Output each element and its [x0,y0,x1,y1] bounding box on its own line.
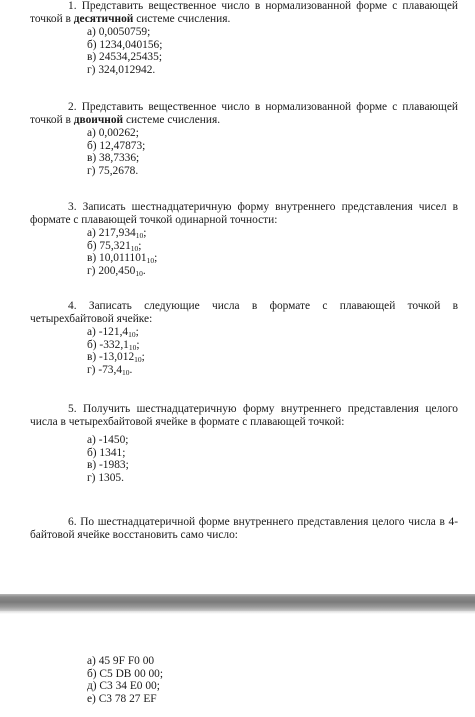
statement-text: Получить шестнадцатеричную форму внутреннего представления целого числа в четырехбайтовой ячейке в формате с плавающей точкой: [30,403,458,428]
task-5-statement [30,403,458,428]
task-number: 1. [68,0,77,12]
option: г) 75,2678. [87,164,139,177]
task-6-statement [30,516,458,541]
task-2-statement [30,101,458,126]
option: б) 1341; [87,446,126,459]
statement-text-end: системе счисления. [123,113,221,126]
option: а) 0,00262; [87,127,139,140]
option: д) C3 34 E0 00; [87,680,160,693]
option: г) 324,012942. [87,63,156,76]
option: г) 1305. [87,471,124,484]
task-5 [30,403,458,485]
task-2 [30,101,458,178]
task-6-options-block [30,655,458,705]
task-3-statement [30,201,458,226]
task-number: 2. [68,101,77,113]
option: в) 38,7336; [87,152,140,165]
task-number: 5. [68,403,77,415]
task-3 [30,201,458,278]
statement-text-end: системе счисления. [133,12,231,25]
task-1 [30,0,458,77]
option: г) $-73,4_{10}$. [87,363,133,377]
option: б) $-332,1_{10}$; [87,338,140,352]
task-6 [30,516,458,541]
option: б) 1234,040156; [87,38,163,51]
task-number: 4. [68,300,77,312]
statement-bold: двоичной [73,113,124,126]
option: б) 12,47873; [87,139,146,152]
task-1-options [87,26,458,76]
statement-bold: десятичной [73,12,134,25]
task-3-options [87,227,458,277]
task-4-statement [30,300,458,325]
statement-text: Записать шестнадцатеричную форму внутреннего представления чисел в формате с плавающей точкой одинарной точности: [30,201,458,226]
task-1-statement [30,0,458,25]
option: а) $-121,4_{10}$; [87,326,139,340]
option: б) C5 DB 00 00; [87,667,164,680]
option: в) $-13,012_{10}$; [87,351,145,365]
option: г) $200,450_{10}$. [87,264,146,278]
option: в) -1983; [87,459,129,472]
statement-text: По шестнадцатеричной форме внутреннего представления целого числа в 4-байтовой ячейке восстановить само число: [30,516,458,541]
page-separator [0,594,475,611]
option: е) C3 78 27 EF [87,692,157,705]
option: а) 0,0050759; [87,26,151,39]
statement-text: Представить вещественное число в нормализованной форме с плавающей точкой в [30,0,458,25]
statement-text: Представить вещественное число в нормализованной форме с плавающей точкой в [30,101,458,126]
task-4 [30,300,458,377]
statement-text: Записать следующие числа в формате с плавающей точкой в четырехбайтовой ячейке: [30,300,458,325]
option: в) $10,011101_{10}$; [87,252,158,266]
task-2-options [87,127,458,177]
option: в) 24534,25435; [87,51,162,64]
option: б) $75,321_{10}$; [87,239,142,253]
task-5-options [87,434,458,484]
option: а) -1450; [87,434,129,447]
option: а) 45 9F F0 00 [87,655,155,667]
option: а) $217,934_{10}$; [87,227,147,241]
task-4-options [87,326,458,376]
task-number: 6. [68,516,77,528]
task-6-options [87,655,458,705]
task-number: 3. [68,201,77,213]
